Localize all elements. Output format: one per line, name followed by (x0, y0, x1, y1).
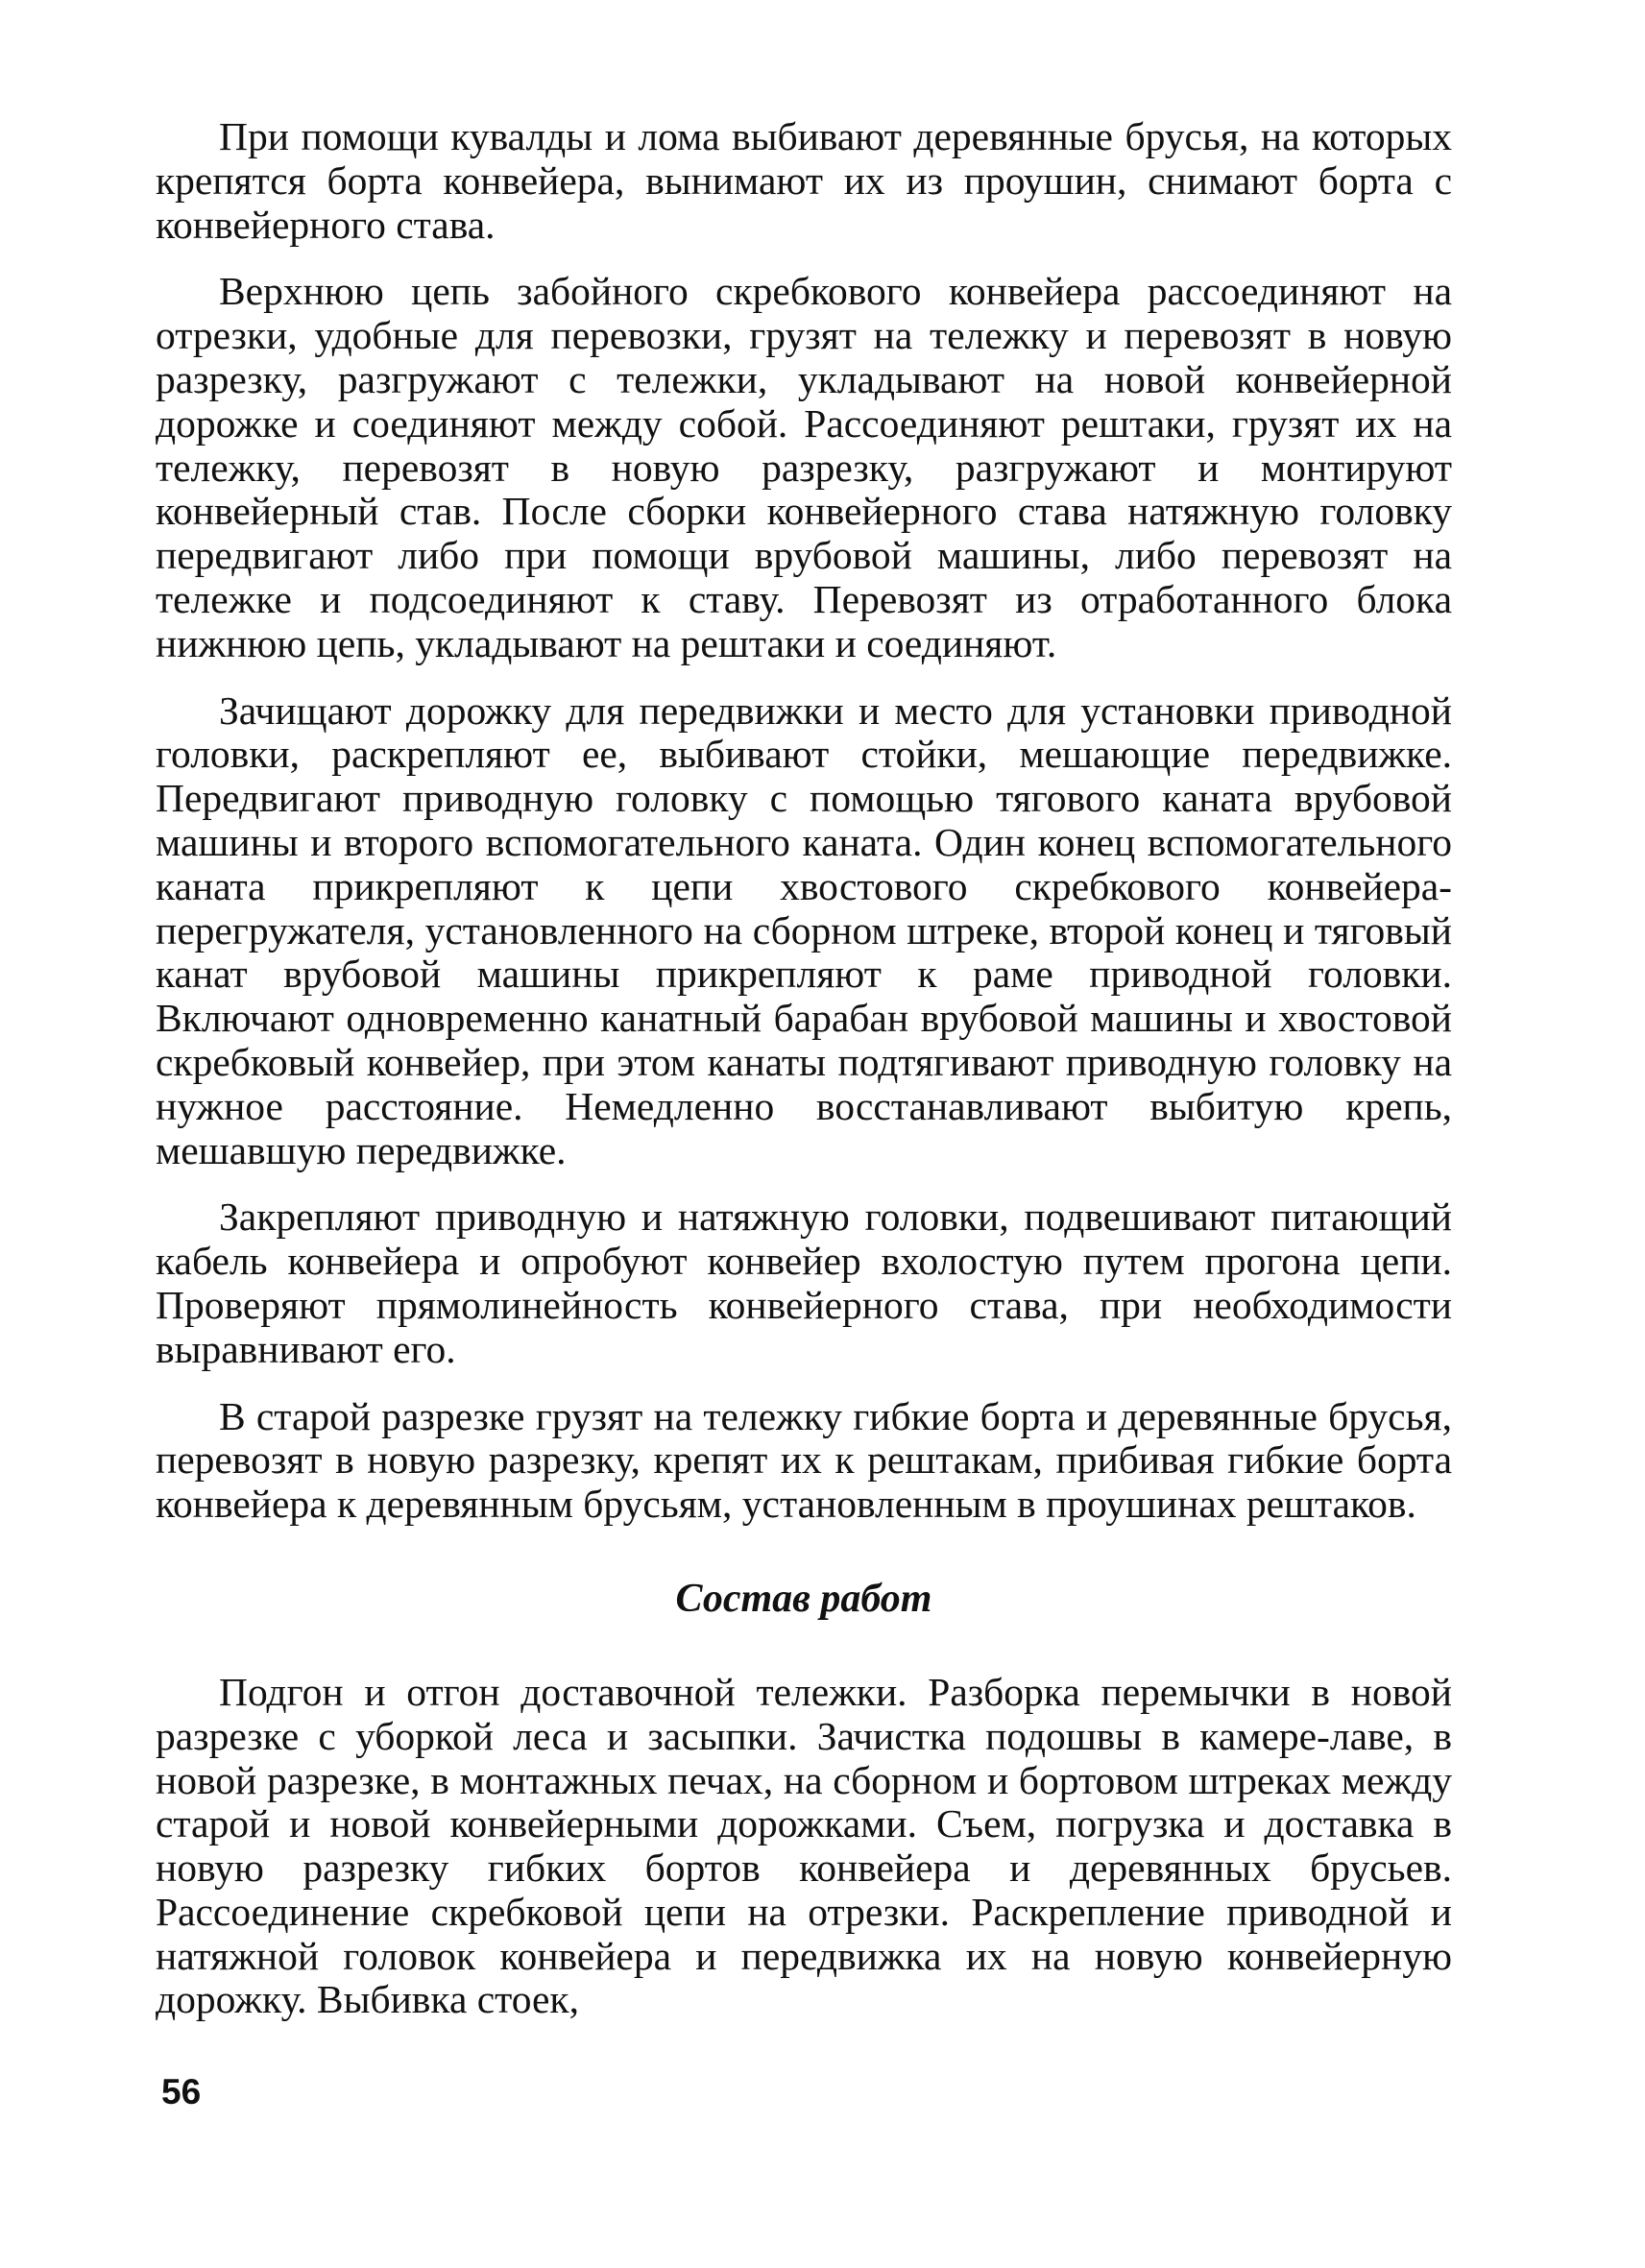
paragraph-5: В старой разрезке грузят на тележку гибкие борта и деревянные брусья, перевозят в новую разрезку, крепят их к рештакам, прибивая гибкие борта конвейера к деревянным брусьям, установленным в проушинах рештаков. (156, 1393, 1452, 1527)
page-number: 56 (161, 2072, 202, 2111)
section-heading: Состав работ (675, 1576, 932, 1621)
section-paragraph: Подгон и отгон доставочной тележки. Разборка перемычки в новой разрезке с уборкой леса и засыпки. Зачистка подошвы в камере-лаве, в новой разрезке, в монтажных печах, на сборном и бортовом штреках между старой и новой конвейерными дорожками. Съем, погрузка и доставка в новую разрезку гибких бортов конвейера и деревянных брусьев. Рассоединение скребковой цепи на отрезки. Раскрепление приводной и натяжной головок конвейера и передвижка их на новую конвейерную дорожку. Выбивка стоек, (156, 1669, 1452, 2022)
paragraph-2: Верхнюю цепь забойного скребкового конвейера рассоединяют на отрезки, удобные для перевозки, грузят на тележку и перевозят в новую разрезку, разгружают с тележки, укладывают на новой конвейерной дорожке и соединяют между собой. Рассоединяют рештаки, грузят их на тележку, перевозят в новую разрезку, разгружают и монтируют конвейерный став. После сборки конвейерного става натяжную головку передвигают либо при помощи врубовой машины, либо перевозят на тележке и подсоединяют к ставу. Перевозят из отработанного блока нижнюю цепь, укладывают на рештаки и соединяют. (156, 269, 1452, 665)
paragraph-3: Зачищают дорожку для передвижки и место для установки приводной головки, раскрепляют ее, выбивают стойки, мешающие передвижке. Передвигают приводную головку с помощью тягового каната врубовой машины и второго вспомогательного каната. Один конец вспомогательного каната прикрепляют к цепи хвостового скребкового конвейера-перегружателя, установленного на сборном штреке, второй конец и тяговый канат врубовой машины прикрепляют к раме приводной головки. Включают одновременно канатный барабан врубовой машины и хвостовой скребковый конвейер, при этом канаты подтягивают приводную головку на нужное расстояние. Немедленно восстанавливают выбитую крепь, мешавшую передвижке. (156, 688, 1452, 1172)
paragraph-4: Закрепляют приводную и натяжную головки, подвешивают питающий кабель конвейера и опробуют конвейер вхолостую путем прогона цепи. Проверяют прямолинейность конвейерного става, при необходимости выравнивают его. (156, 1194, 1452, 1371)
page-body (156, 115, 1452, 2022)
paragraph-1: При помощи кувалды и лома выбивают деревянные брусья, на которых крепятся борта конвейера, вынимают их из проушин, снимают борта с конвейерного става. (156, 114, 1452, 247)
